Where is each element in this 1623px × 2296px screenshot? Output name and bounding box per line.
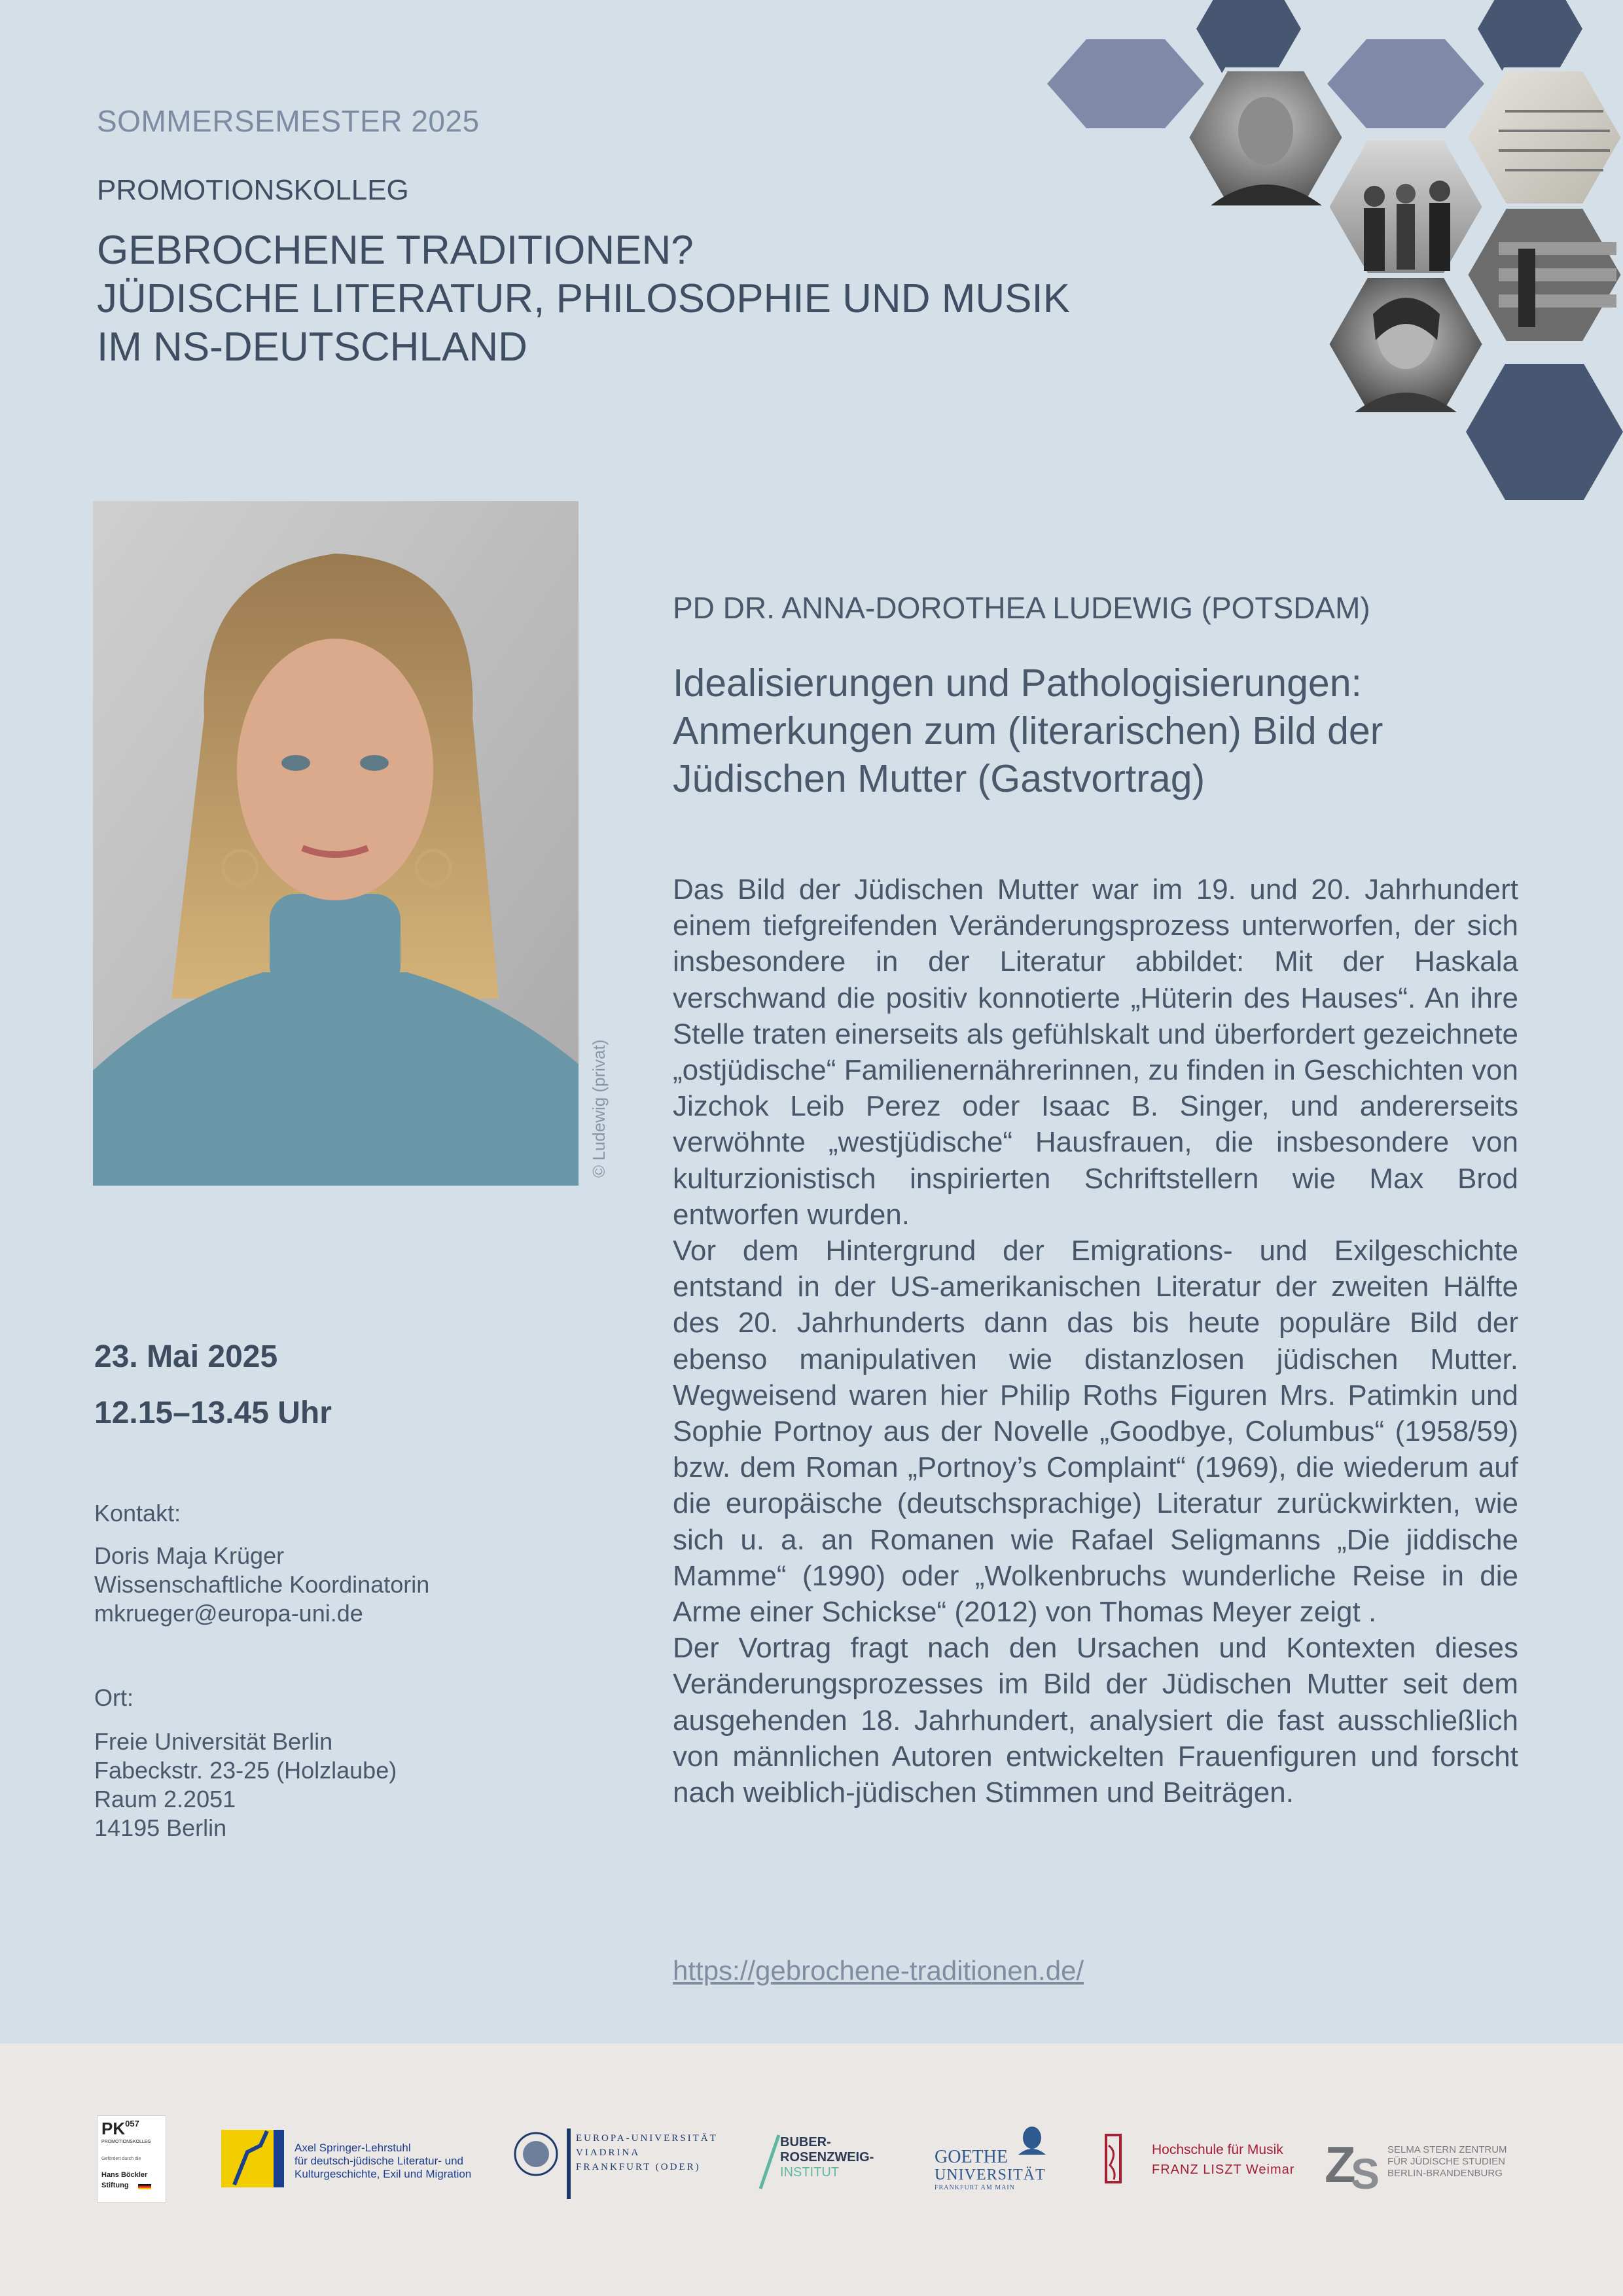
pk057-logo [97,2115,166,2203]
talk-title [673,660,1537,803]
viadrina-logo-line: EUROPA-UNIVERSITÄT [576,2133,718,2144]
goethe-logo-line: GOETHE [935,2147,1008,2167]
semester-label: SOMMERSEMESTER 2025 [97,104,480,138]
contact-role: Wissenschaftliche Koordinatorin [94,1571,430,1598]
liszt-logo-line: FRANZ LISZT Weimar [1152,2163,1295,2177]
hex-tile [1327,39,1484,128]
zjs-mark-icon [1325,2130,1383,2193]
hex-tile [1047,39,1204,128]
buber-mark-icon [757,2132,783,2191]
website-link[interactable]: https://gebrochene-traditionen.de/ [673,1955,1084,1986]
pk-logo-sponsor-note: Gefördert durch die [101,2157,141,2161]
hex-photo-woman [1327,276,1484,412]
place-label: Ort: [94,1684,134,1711]
series-title-line: IM NS-DEUTSCHLAND [97,325,527,370]
contact-label: Kontakt: [94,1500,181,1527]
place-line: 14195 Berlin [94,1814,227,1841]
selma-logo-line: BERLIN-BRANDENBURG [1387,2168,1503,2179]
place-line: Fabeckstr. 23-25 (Holzlaube) [94,1757,397,1784]
contact-block [94,1542,429,1628]
talk-abstract [673,872,1518,1810]
hex-photo-document [1466,69,1623,205]
contact-email[interactable]: mkrueger@europa-uni.de [94,1600,363,1627]
buber-logo-line: BUBER- [780,2135,831,2149]
springer-mark-icon [221,2126,287,2191]
kolleg-label: PROMOTIONSKOLLEG [97,174,409,206]
place-line: Freie Universität Berlin [94,1728,333,1755]
place-block [94,1727,397,1843]
selma-logo-line: FÜR JÜDISCHE STUDIEN [1387,2156,1506,2167]
buber-rosenzweig-logo [757,2132,901,2191]
series-title-line: GEBROCHENE TRADITIONEN? [97,228,694,273]
hex-photo-library [1466,207,1623,343]
liszt-hochschule-logo [1102,2132,1298,2191]
photo-credit: © Ludewig (privat) [589,1039,609,1178]
liszt-logo-line: Hochschule für Musik [1152,2142,1283,2157]
liszt-mark-icon [1102,2132,1124,2185]
footer-logo-bar [0,2043,1623,2296]
abstract-paragraph: Vor dem Hintergrund der Emigrations- und Exilgeschichte entstand in der US-amerikanischen Literatur der zweiten Hälfte des 20. Jahrhunderts dann das bis heute populäre Bild der ebenso manipulativen wie distanzlosen jüdischen Mutter. Wegweisend waren hier Philip Roths Figuren Mrs. Patimkin und Sophie Portnoy aus der Novelle „Goodbye, Columbus“ (1958/59) bzw. dem Roman „Portnoy’s Complaint“ (1969), die wiederum auf die europäische (deutschsprachige) Literatur zurückwirkten, wie sich u. a. an Romanen wie Rafael Seligmanns „Die jiddische Mamme“ (1990) oder „Wolkenbruchs wunderliche Reise in die Arme einer Schickse“ (2012) von Thomas Meyer zeigt . [673,1235,1518,1629]
hex-photo-group [1327,139,1484,275]
goethe-university-logo [935,2125,1065,2197]
hex-photo-collage [1047,0,1623,510]
springer-logo-line: Axel Springer-Lehrstuhl [294,2142,411,2154]
svg-text:Z: Z [1325,2136,1356,2193]
contact-name: Doris Maja Krüger [94,1542,285,1569]
speaker-name: PD DR. ANNA-DOROTHEA LUDEWIG (POTSDAM) [673,591,1370,625]
svg-text:S: S [1351,2149,1380,2193]
talk-title-line: Jüdischen Mutter (Gastvortrag) [673,757,1205,800]
pk-logo-text: PK [101,2119,126,2138]
pk-logo-hans: Hans Böckler [101,2171,148,2179]
event-time: 12.15–13.45 Uhr [94,1396,332,1430]
hex-tile [1196,0,1301,74]
pk-logo-subtitle: PROMOTIONSKOLLEG [101,2140,151,2144]
viadrina-logo-line: VIADRINA [576,2147,641,2158]
goethe-logo-line: FRANKFURT AM MAIN [935,2184,1015,2191]
talk-title-line: Idealisierungen und Pathologisierungen: [673,662,1362,705]
pk-logo-stiftung: Stiftung [101,2181,129,2189]
hex-photo-man [1187,69,1344,205]
pk-logo-number: 057 [125,2119,139,2128]
selma-logo-line: SELMA STERN ZENTRUM [1387,2144,1507,2155]
event-date: 23. Mai 2025 [94,1339,278,1374]
springer-logo-line: Kulturgeschichte, Exil und Migration [294,2168,472,2180]
series-title [97,226,1070,372]
viadrina-logo-line: FRANKFURT (ODER) [576,2162,701,2172]
viadrina-logo [513,2128,736,2200]
buber-logo-line: INSTITUT [780,2165,839,2180]
abstract-paragraph: Das Bild der Jüdischen Mutter war im 19. und 20. Jahrhundert einem tiefgreifenden Veränderungsprozess unterworfen, der sich insbesondere in der Literatur abbildet: Mit der Haskala verschwand die positiv konnotierte „Hüterin des Hauses“. An ihre Stelle traten einerseits als gefühlskalt und überfordert gezeichnete „ostjüdische“ Familienernährerinnen, zu finden in Geschichten von Jizchok Leib Perez oder Isaac B. Singer, und andererseits verwöhnte „westjüdische“ Hausfrauen, die insbesondere von kulturzionistisch inspirierten Schriftstellern wie Max Brod entworfen wurden. [673,874,1518,1231]
goethe-logo-line: UNIVERSITÄT [935,2166,1046,2183]
abstract-paragraph: Der Vortrag fragt nach den Ursachen und Kontexten dieses Veränderungsprozesses im Bild der Jüdischen Mutter seit dem ausgehenden 18. Jahrhundert, analysiert die fast ausschließlich von männlichen Autoren entwickelten Frauenfiguren und forscht nach weiblich-jüdischen Stimmen und Beiträgen. [673,1632,1518,1809]
selma-stern-logo [1325,2130,1534,2195]
viadrina-seal-icon [513,2131,559,2177]
hex-tile [1478,0,1582,74]
springer-logo-line: für deutsch-jüdische Literatur- und [294,2155,463,2167]
talk-title-line: Anmerkungen zum (literarischen) Bild der [673,709,1383,752]
place-line: Raum 2.2051 [94,1786,236,1812]
series-title-line: JÜDISCHE LITERATUR, PHILOSOPHIE UND MUSIK [97,276,1071,321]
hex-tile [1466,364,1623,500]
buber-logo-line: ROSENZWEIG- [780,2150,874,2164]
speaker-portrait [93,501,579,1186]
springer-chair-logo [221,2126,483,2191]
